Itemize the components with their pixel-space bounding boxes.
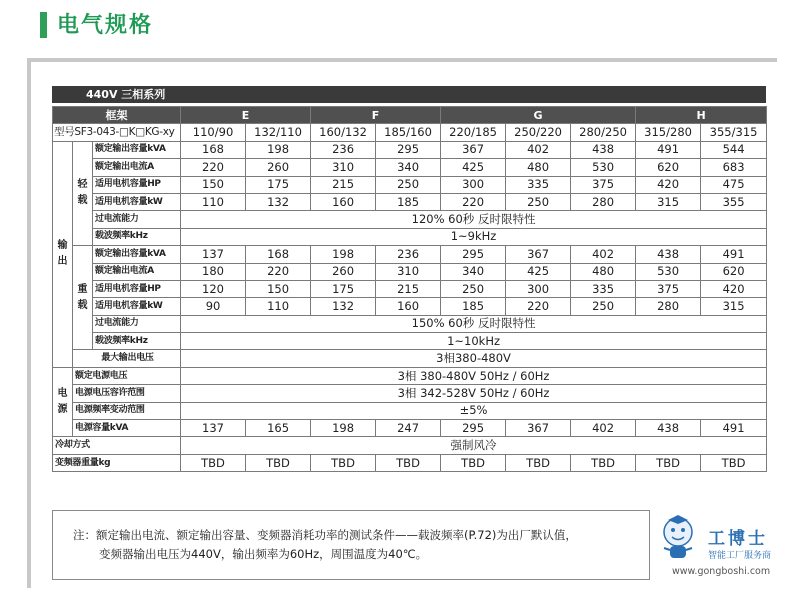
power-rated-row [53,367,767,384]
heavy-row-overload [53,315,767,332]
value-cell: TBD [506,454,571,471]
value-cell: 175 [246,176,311,193]
frame-h: H [636,107,767,124]
row-label: 适用电机容量HP [93,280,181,297]
light-row-current [53,159,767,176]
row-label: 过电流能力 [93,315,181,332]
value-cell: 236 [376,246,441,263]
value-cell: 295 [376,141,441,158]
row-label: 额定输出电流A [93,263,181,280]
row-label: 适用电机容量kW [93,298,181,315]
merged-value: 1~9kHz [181,228,767,245]
value-cell: 530 [636,263,701,280]
value-cell: 220 [246,263,311,280]
value-cell: 280 [571,193,636,210]
value-cell: 120 [181,280,246,297]
value-cell: 215 [376,280,441,297]
value-cell: 438 [571,141,636,158]
value-cell: 175 [311,280,376,297]
value-cell: 295 [441,420,506,437]
logo-name: 工博士 [708,529,768,549]
max-voltage-row [53,350,767,367]
value-cell: TBD [376,454,441,471]
row-label: 冷却方式 [53,437,181,454]
value-cell: 340 [441,263,506,280]
value-cell: 260 [311,263,376,280]
model-cell: 250/220 [506,124,571,141]
frame-f: F [311,107,441,124]
value-cell: 295 [441,246,506,263]
value-cell: TBD [181,454,246,471]
value-cell: 367 [506,420,571,437]
model-label: 型号SF3-043-□K□KG-xy [53,124,181,141]
heavy-row-kw [53,298,767,315]
value-cell: TBD [571,454,636,471]
value-cell: 544 [701,141,767,158]
weight-row [53,454,767,471]
title-accent-bar [40,12,47,38]
merged-value: ±5% [181,402,767,419]
frame-e: E [181,107,311,124]
merged-value: 3相380-480V [181,350,767,367]
value-cell: 137 [181,246,246,263]
value-cell: 480 [506,159,571,176]
model-cell: 110/90 [181,124,246,141]
power-tolerance-row [53,385,767,402]
merged-value: 3相 342-528V 50Hz / 60Hz [181,385,767,402]
value-cell: 335 [571,280,636,297]
model-cell: 132/110 [246,124,311,141]
series-label: 440V 三相系列 [52,86,766,103]
value-cell: 198 [311,420,376,437]
power-freq-row [53,402,767,419]
value-cell: 132 [246,193,311,210]
model-row [53,124,767,141]
row-label: 额定输出容量kVA [93,141,181,158]
watermark-logo [652,510,782,586]
row-label: 最大输出电压 [73,350,181,367]
value-cell: 137 [181,420,246,437]
row-label: 电源频率变动范围 [73,402,181,419]
value-cell: 300 [506,280,571,297]
heavy-duty-label: 重载 [73,246,93,350]
value-cell: 491 [701,246,767,263]
value-cell: 315 [701,298,767,315]
value-cell: 367 [441,141,506,158]
value-cell: 620 [701,263,767,280]
value-cell: 375 [636,280,701,297]
merged-value: 120% 60秒 反时限特性 [181,211,767,228]
value-cell: 260 [246,159,311,176]
light-row-overload [53,211,767,228]
value-cell: 150 [181,176,246,193]
value-cell: 438 [636,246,701,263]
row-label: 适用电机容量HP [93,176,181,193]
frame-label: 框架 [53,107,181,124]
value-cell: 250 [571,298,636,315]
value-cell: 491 [636,141,701,158]
value-cell: 110 [181,193,246,210]
value-cell: 402 [571,246,636,263]
row-label: 载波频率kHz [93,228,181,245]
frame-g: G [441,107,636,124]
value-cell: 355 [701,193,767,210]
value-cell: 300 [441,176,506,193]
light-row-carrier [53,228,767,245]
value-cell: 132 [311,298,376,315]
value-cell: 220 [506,298,571,315]
value-cell: 185 [441,298,506,315]
value-cell: 438 [636,420,701,437]
row-label: 载波频率kHz [93,333,181,350]
value-cell: 425 [441,159,506,176]
footnote-box [52,510,650,580]
row-label: 额定输出电流A [93,159,181,176]
row-label: 额定输出容量kVA [93,246,181,263]
light-row-kva [53,141,767,158]
light-row-hp [53,176,767,193]
value-cell: 236 [311,141,376,158]
value-cell: 250 [376,176,441,193]
footnote-line: 变频器输出电压为440V，输出频率为60Hz，周围温度为40℃。 [99,547,428,561]
value-cell: 280 [636,298,701,315]
spec-table [52,106,767,472]
value-cell: 185 [376,193,441,210]
cooling-row [53,437,767,454]
value-cell: 198 [246,141,311,158]
value-cell: 168 [181,141,246,158]
value-cell: 198 [311,246,376,263]
row-label: 额定电源电压 [73,367,181,384]
value-cell: 168 [246,246,311,263]
logo-tagline: 智能工厂服务商 [708,551,772,561]
light-row-kw [53,193,767,210]
value-cell: 335 [506,176,571,193]
output-group-label: 输出 [53,141,73,367]
power-group-label: 电源 [53,367,73,437]
value-cell: 425 [506,263,571,280]
model-cell: 315/280 [636,124,701,141]
footnote-line: 注：额定输出电流、额定输出容量、变频器消耗功率的测试条件——载波频率(P.72)为出厂默认值， [73,528,577,542]
value-cell: 247 [376,420,441,437]
heavy-row-kva [53,246,767,263]
value-cell: TBD [636,454,701,471]
heavy-row-carrier [53,333,767,350]
value-cell: 215 [311,176,376,193]
value-cell: TBD [246,454,311,471]
merged-value: 强制风冷 [181,437,767,454]
value-cell: 160 [311,193,376,210]
value-cell: 315 [636,193,701,210]
value-cell: 90 [181,298,246,315]
value-cell: TBD [701,454,767,471]
value-cell: 683 [701,159,767,176]
row-label: 过电流能力 [93,211,181,228]
mascot-icon [654,512,702,562]
value-cell: TBD [311,454,376,471]
frame-row [53,107,767,124]
value-cell: TBD [441,454,506,471]
value-cell: 220 [441,193,506,210]
model-cell: 160/132 [311,124,376,141]
value-cell: 420 [701,280,767,297]
value-cell: 110 [246,298,311,315]
model-cell: 220/185 [441,124,506,141]
value-cell: 420 [636,176,701,193]
value-cell: 160 [376,298,441,315]
value-cell: 375 [571,176,636,193]
value-cell: 402 [571,420,636,437]
heavy-row-current [53,263,767,280]
value-cell: 150 [246,280,311,297]
value-cell: 220 [181,159,246,176]
value-cell: 530 [571,159,636,176]
power-capacity-row [53,420,767,437]
merged-value: 150% 60秒 反时限特性 [181,315,767,332]
value-cell: 402 [506,141,571,158]
row-label: 电源电压容许范围 [73,385,181,402]
value-cell: 250 [506,193,571,210]
merged-value: 3相 380-480V 50Hz / 60Hz [181,367,767,384]
heavy-row-hp [53,280,767,297]
model-cell: 280/250 [571,124,636,141]
value-cell: 340 [376,159,441,176]
value-cell: 310 [376,263,441,280]
value-cell: 475 [701,176,767,193]
value-cell: 480 [571,263,636,280]
value-cell: 250 [441,280,506,297]
value-cell: 620 [636,159,701,176]
merged-value: 1~10kHz [181,333,767,350]
value-cell: 165 [246,420,311,437]
row-label: 电源容量kVA [73,420,181,437]
value-cell: 180 [181,263,246,280]
model-cell: 355/315 [701,124,767,141]
row-label: 变频器重量kg [53,454,181,471]
value-cell: 491 [701,420,767,437]
page-title: 电气规格 [57,13,154,38]
row-label: 适用电机容量kW [93,193,181,210]
light-duty-label: 轻载 [73,141,93,245]
model-cell: 185/160 [376,124,441,141]
logo-url: www.gongboshi.com [672,566,771,577]
value-cell: 310 [311,159,376,176]
value-cell: 367 [506,246,571,263]
